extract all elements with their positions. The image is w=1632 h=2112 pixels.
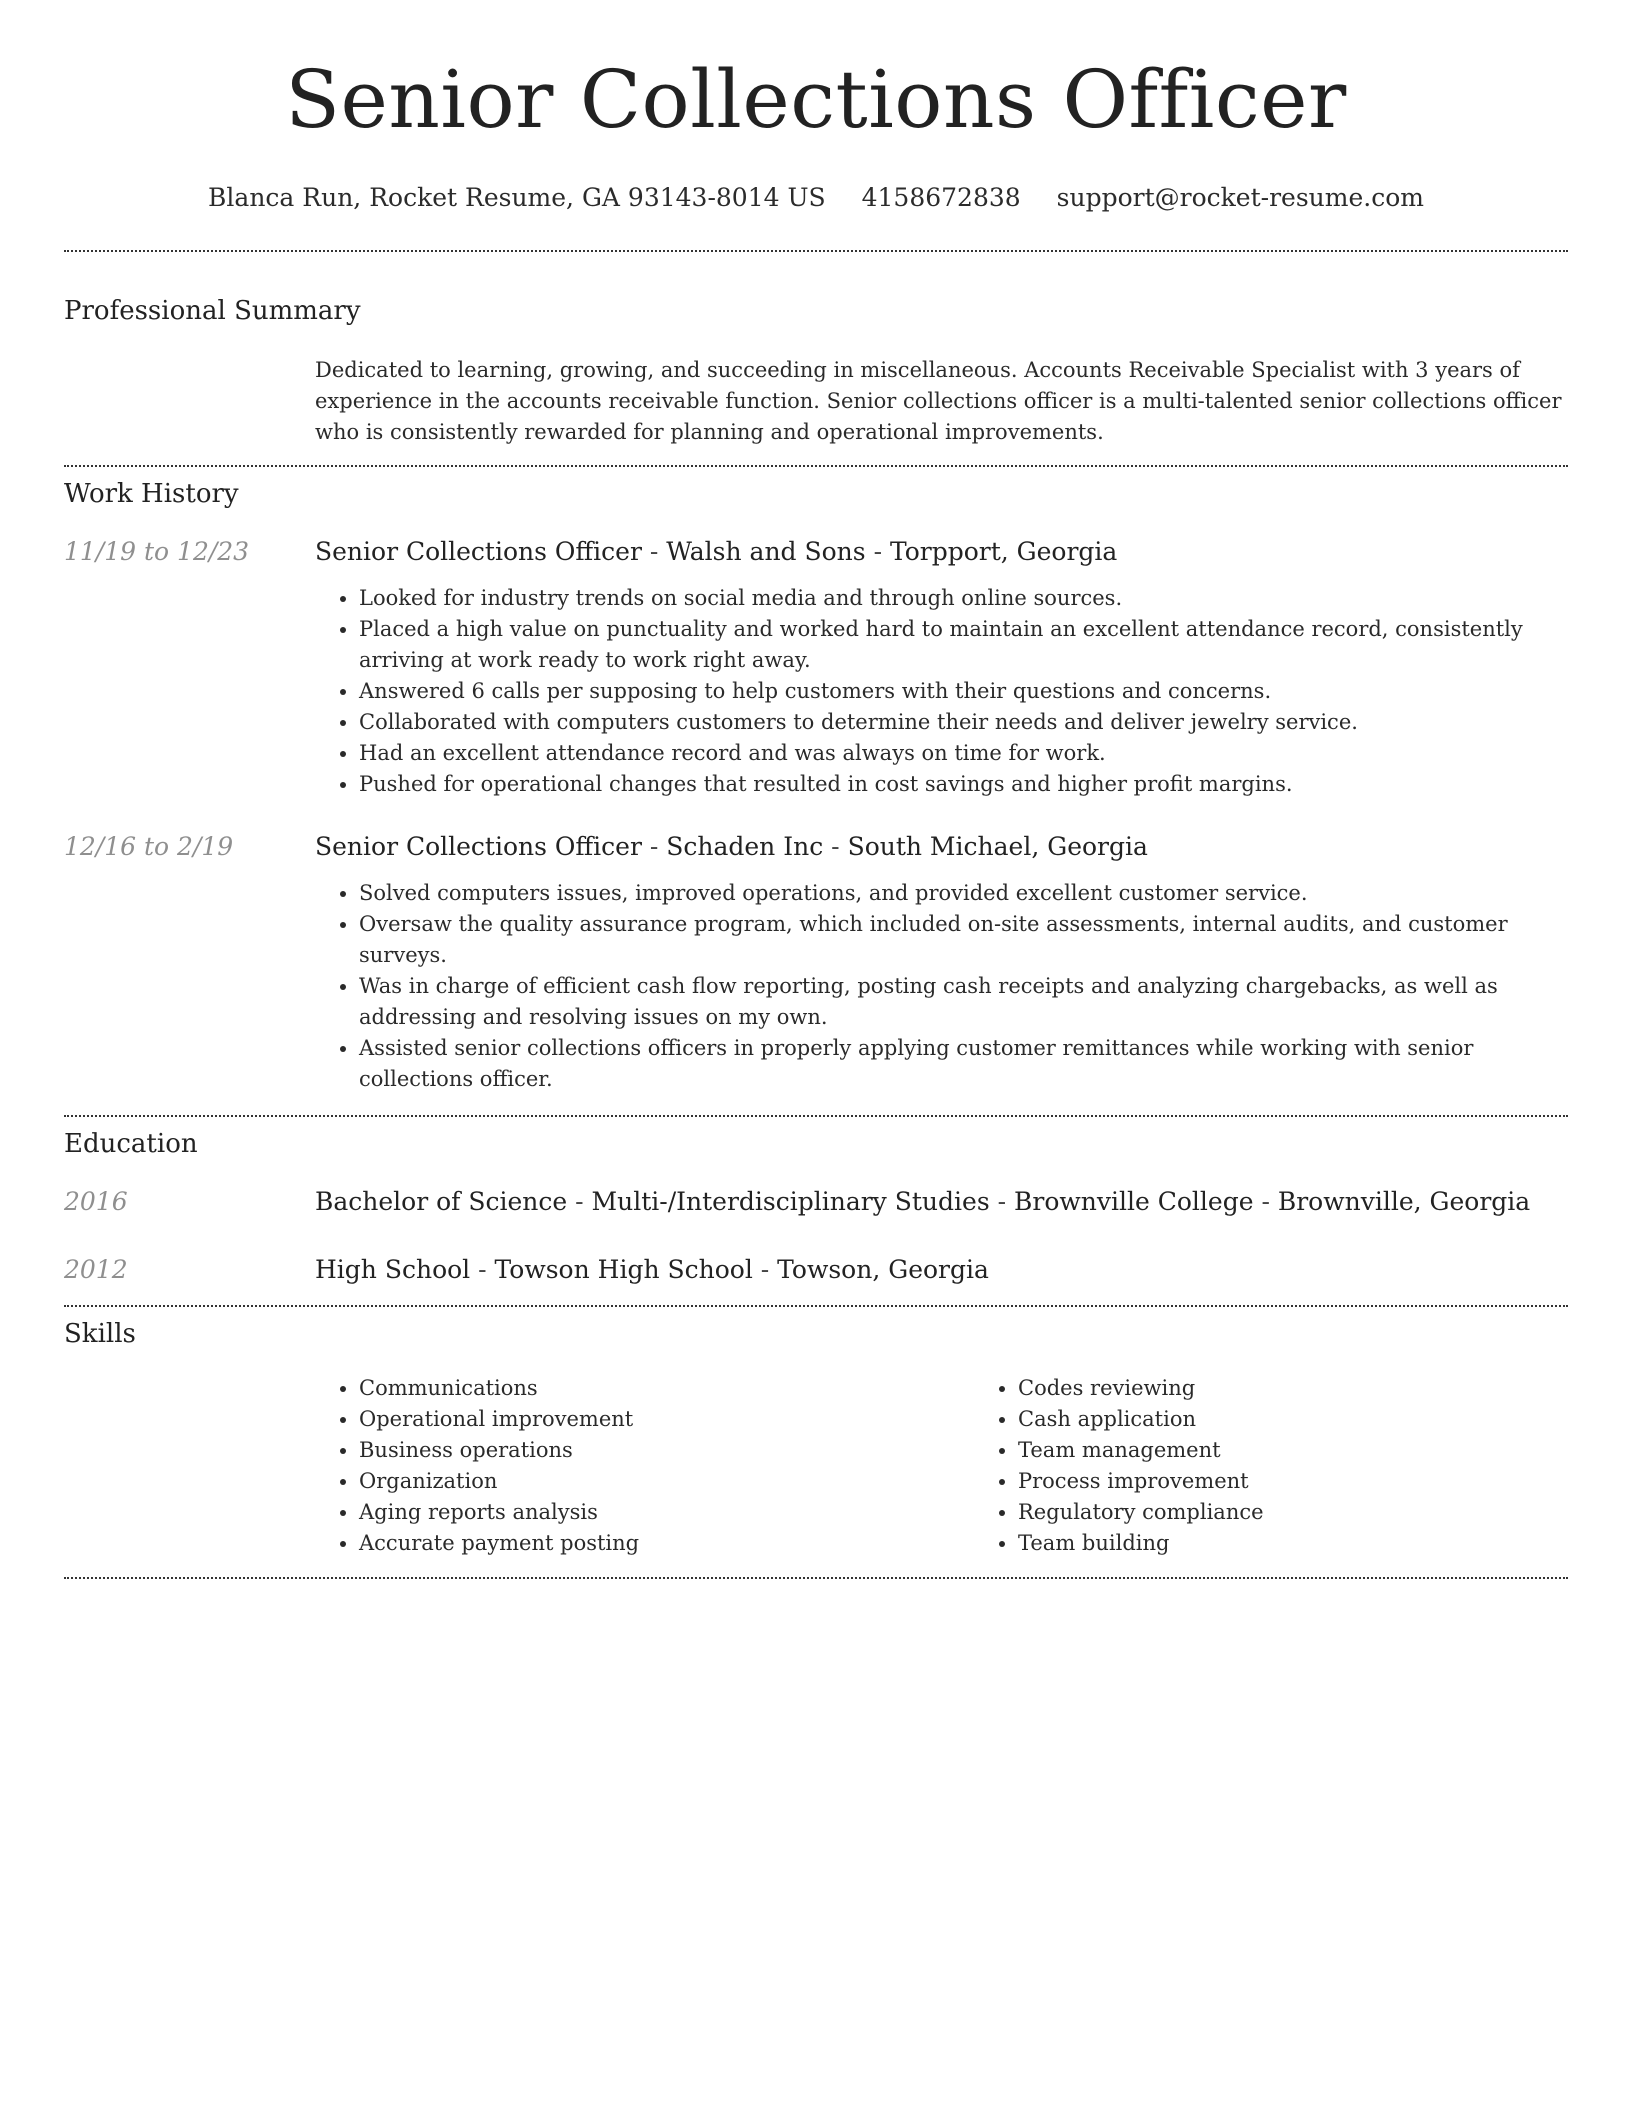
separator: - — [752, 1255, 778, 1284]
separator: - — [567, 1187, 592, 1216]
job-entry — [64, 830, 1568, 1095]
list-item: • Had an excellent attendance record and was always on time for work. — [359, 738, 1568, 769]
job-position: Senior Collections Officer — [315, 832, 642, 861]
job-duties-list — [315, 878, 1568, 1095]
address-text: Blanca Run, Rocket Resume, GA 93143-8014 US — [208, 183, 826, 212]
summary-section — [64, 252, 1568, 448]
education-entry — [64, 1253, 1568, 1287]
contact-line — [64, 180, 1568, 216]
job-company: Schaden Inc — [666, 832, 824, 861]
skill-item: • Business operations — [359, 1435, 974, 1466]
separator: - — [641, 537, 667, 566]
list-item: • Collaborated with computers customers to determine their needs and deliver jewelry service. — [359, 707, 1568, 738]
skill-item: • Operational improvement — [359, 1404, 974, 1435]
phone-text: 4158672838 — [861, 183, 1021, 212]
list-item: • Was in charge of efficient cash flow reporting, posting cash receipts and analyzing chargebacks, as well as addressing and resolving issues on my own. — [359, 971, 1568, 1033]
list-item: • Answered 6 calls per supposing to help customers with their questions and concerns. — [359, 676, 1568, 707]
separator: - — [641, 832, 667, 861]
separator: - — [823, 832, 848, 861]
skills-columns — [315, 1373, 1632, 1559]
skill-item: • Communications — [359, 1373, 974, 1404]
list-item: • Looked for industry trends on social media and through online sources. — [359, 583, 1568, 614]
school-name: Brownville College — [1014, 1187, 1254, 1216]
skill-item: • Regulatory compliance — [1018, 1497, 1632, 1528]
work-history-section — [64, 467, 1568, 1095]
list-item: • Placed a high value on punctuality and worked hard to maintain an excellent attendance record, consistently arriving at work ready to work right away. — [359, 614, 1568, 676]
skill-item: • Team building — [1018, 1528, 1632, 1559]
resume-header — [64, 0, 1568, 216]
skills-heading: Skills — [64, 1319, 136, 1349]
skills-list-right — [974, 1373, 1632, 1559]
school-name: Towson High School — [494, 1255, 753, 1284]
separator: - — [1253, 1187, 1278, 1216]
skill-item: • Cash application — [1018, 1404, 1632, 1435]
field-of-study: Multi-/Interdisciplinary Studies — [591, 1187, 990, 1216]
education-entry — [64, 1185, 1568, 1219]
skills-list-left — [315, 1373, 974, 1559]
separator: - — [989, 1187, 1014, 1216]
page-title: Senior Collections Officer — [285, 53, 1347, 146]
skills-section — [64, 1307, 1568, 1559]
job-duties-list — [315, 583, 1568, 800]
list-item: • Assisted senior collections officers in properly applying customer remittances while working with senior collections officer. — [359, 1033, 1568, 1095]
job-heading — [315, 830, 1568, 864]
resume-page — [64, 0, 1568, 1579]
skill-item: • Organization — [359, 1466, 974, 1497]
skill-item: • Accurate payment posting — [359, 1528, 974, 1559]
education-section — [64, 1117, 1568, 1287]
education-heading: Education — [64, 1129, 198, 1159]
work-history-heading: Work History — [64, 479, 239, 509]
education-year: 2012 — [64, 1255, 128, 1284]
separator: - — [865, 537, 890, 566]
skill-item: • Team management — [1018, 1435, 1632, 1466]
degree: Bachelor of Science — [315, 1187, 568, 1216]
separator: - — [470, 1255, 495, 1284]
education-year: 2016 — [64, 1187, 128, 1216]
job-entry — [64, 535, 1568, 800]
skill-item: • Process improvement — [1018, 1466, 1632, 1497]
section-divider — [64, 1577, 1568, 1579]
skill-item: • Codes reviewing — [1018, 1373, 1632, 1404]
summary-paragraph: Dedicated to learning, growing, and succeeding in miscellaneous. Accounts Receivable Specialist with 3 years of experience in the accounts receivable function. Senior collections officer is a multi-talented senior collections officer who is consistently rewarded for planning and operational improvements. — [315, 358, 1562, 444]
job-heading — [315, 535, 1568, 569]
list-item: • Oversaw the quality assurance program, which included on-site assessments, internal audits, and customer surveys. — [359, 909, 1568, 971]
job-location: South Michael, Georgia — [847, 832, 1148, 861]
email-link[interactable]: support@rocket-resume.com — [1056, 183, 1424, 212]
list-item: • Pushed for operational changes that resulted in cost savings and higher profit margins. — [359, 769, 1568, 800]
job-dates: 11/19 to 12/23 — [64, 537, 250, 566]
job-position: Senior Collections Officer — [315, 537, 642, 566]
summary-heading: Professional Summary — [64, 296, 361, 326]
education-heading-line — [315, 1185, 1568, 1219]
school-location: Towson, Georgia — [777, 1255, 989, 1284]
school-location: Brownville, Georgia — [1277, 1187, 1531, 1216]
education-heading-line — [315, 1253, 1568, 1287]
list-item: • Solved computers issues, improved operations, and provided excellent customer service. — [359, 878, 1568, 909]
skill-item: • Aging reports analysis — [359, 1497, 974, 1528]
degree: High School — [315, 1255, 471, 1284]
job-dates: 12/16 to 2/19 — [64, 832, 234, 861]
job-location: Torpport, Georgia — [889, 537, 1118, 566]
job-company: Walsh and Sons — [666, 537, 866, 566]
